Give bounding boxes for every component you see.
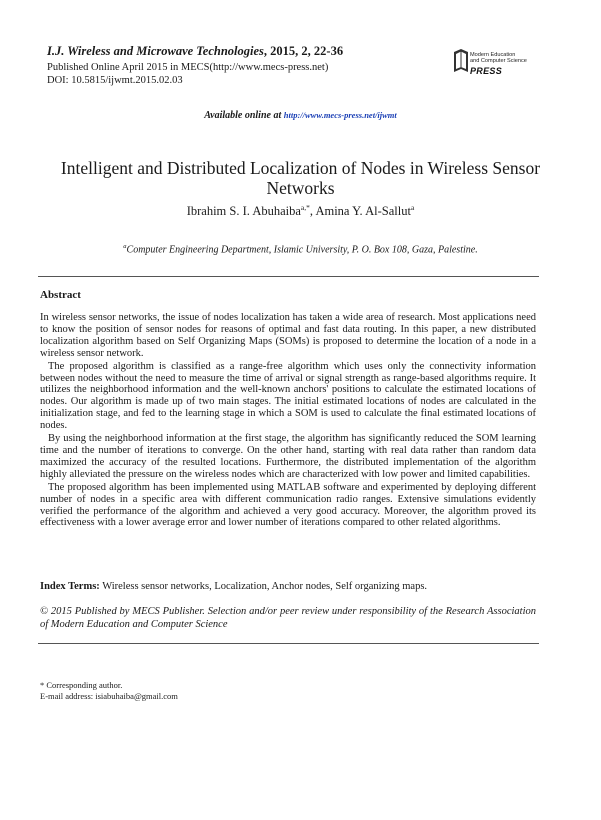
journal-citation [47, 44, 343, 58]
abstract-paragraph: By using the neighborhood information at the first stage, the algorithm has significantly reduced the SOM learning time and the number of iterations to converge. On the other hand, starting with real data rather than random data maximized the accuracy of the resulted locations. Furthermore, the distributed implementation of the algorithm highly alleviated the pressure on the wireless nodes which are characterized with low power and limited capabilities. [40, 433, 536, 480]
bottom-divider [38, 643, 539, 644]
published-online-line: Published Online April 2015 in MECS(http://www.mecs-press.net) [47, 62, 329, 73]
footnote [40, 680, 178, 702]
author-1: Ibrahim S. I. Abuhaiba [186, 204, 301, 219]
doi-line: DOI: 10.5815/ijwmt.2015.02.03 [47, 74, 183, 86]
top-divider [38, 276, 539, 277]
paper-title: Intelligent and Distributed Localization of Nodes in Wireless Sensor Networks [60, 158, 541, 198]
abstract-body [40, 312, 536, 530]
publisher-logo [452, 42, 552, 88]
affiliation [0, 243, 601, 255]
abstract-paragraph: The proposed algorithm is classified as a range-free algorithm which uses only the connectivity information between nodes without the need to measure the time of arrival or signal strength as range-based algorithms require. It utilizes the neighborhood information and the well-known anchors' positions to calculate the estimated locations of nodes. Our algorithm is made up of two main stages. The initial estimated locations of nodes are calculated in the initialization stage, and fed to the learning stage in which a SOM is used to calculate the final estimated locations of nodes. [40, 360, 536, 432]
publication-info [47, 62, 328, 87]
email-address: E-mail address: isiabuhaiba@gmail.com [40, 691, 178, 701]
book-icon [452, 48, 470, 74]
author-2-sup: a [410, 203, 415, 212]
author-1-sup: a,* [300, 203, 310, 212]
abstract-paragraph: In wireless sensor networks, the issue of nodes localization has taken a wide area of research. Most applications need to know the position of sensor nodes for reasons of optimal and fast data routing. In this paper, a new distributed localization algorithm based on Self Organizing Maps (SOMs) is proposed to determine the location of a node in a wireless sensor network. [40, 312, 536, 359]
abstract-paragraph: The proposed algorithm has been implemented using MATLAB software and experimented by deploying different number of nodes in a specific area with different communication radio ranges. Extensive simulations evidently verified the performance of the algorithm and achieved a very good accuracy. Moreover, the algorithm proved its effectiveness with a lower average error and lower number of iterations compared to other related algorithms. [40, 481, 536, 529]
journal-title: I.J. Wireless and Microwave Technologies [47, 44, 264, 58]
affiliation-sup: a [123, 243, 127, 250]
index-terms-label: Index Terms: [40, 581, 100, 592]
logo-text: Modern Education and Computer Science [470, 52, 527, 64]
logo-press: PRESS [470, 66, 503, 76]
index-terms [40, 581, 536, 592]
journal-url-link[interactable]: http://www.mecs-press.net/ijwmt [283, 110, 397, 120]
abstract-heading: Abstract [40, 289, 81, 301]
availability-line [0, 110, 601, 121]
author-list [0, 203, 601, 219]
author-2: , Amina Y. Al-Sallut [309, 204, 411, 219]
journal-issue: , 2015, 2, 22-36 [263, 44, 344, 58]
corresponding-author-note: * Corresponding author. [40, 680, 123, 690]
copyright-notice: © 2015 Published by MECS Publisher. Selection and/or peer review under responsibility of the Research Association of Modern Education and Computer Science [40, 606, 536, 630]
availability-prefix: Available online at [204, 110, 284, 121]
index-terms-text: Wireless sensor networks, Localization, Anchor nodes, Self organizing maps. [99, 581, 428, 592]
affiliation-text: Computer Engineering Department, Islamic University, P. O. Box 108, Gaza, Palestine. [126, 244, 478, 256]
